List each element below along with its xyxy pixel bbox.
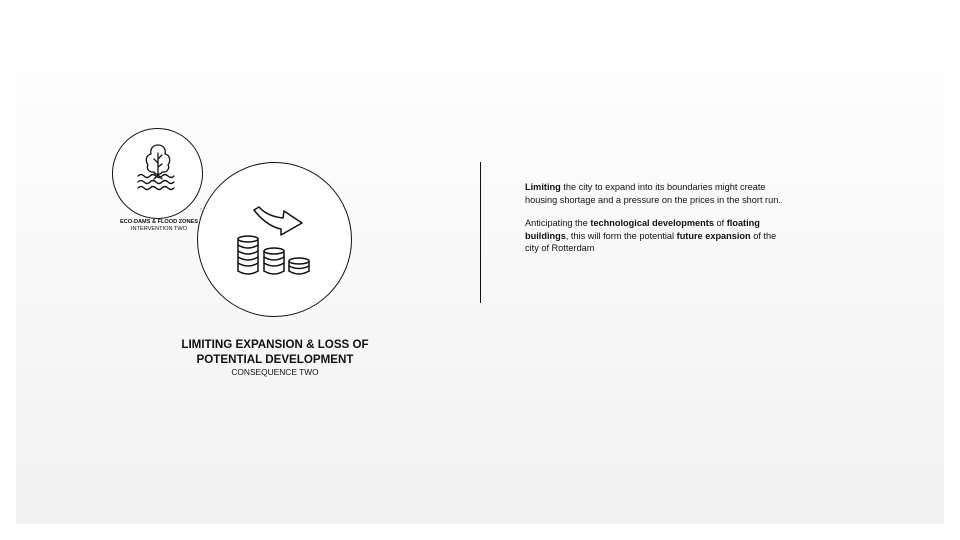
bold-text: Limiting [525,182,561,192]
consequence-subtitle: CONSEQUENCE TWO [231,367,319,377]
consequence-title-line-1: LIMITING EXPANSION & LOSS OF [181,338,369,351]
description-paragraph-1 [525,181,787,206]
consequence-title-line-2: POTENTIAL DEVELOPMENT [196,353,354,366]
tree-water-icon [113,129,204,220]
coins-decline-icon [198,163,353,318]
description-paragraph-2 [525,217,787,255]
intervention-title: ECO-DAMS & FLOOD ZONES [119,219,198,225]
bold-text: floating buildings [525,218,760,241]
vertical-divider [480,162,481,303]
body-text: of [713,218,727,228]
consequence-circle [197,162,352,317]
bold-text: technological developments [590,218,714,228]
intervention-circle [112,128,203,219]
body-text: of the city of Rotterdam [525,230,777,253]
slide [16,16,944,524]
body-text: the city to expand into its boundaries might create housing shortage and a pressure on the prices in the short run. [525,182,781,205]
description-text [525,181,787,266]
body-text: , this will form the potential [565,230,677,241]
body-text: Anticipating the [525,218,591,228]
consequence-label [150,337,400,378]
bold-text: future expansion [676,230,751,241]
intervention-subtitle: INTERVENTION TWO [130,226,188,232]
